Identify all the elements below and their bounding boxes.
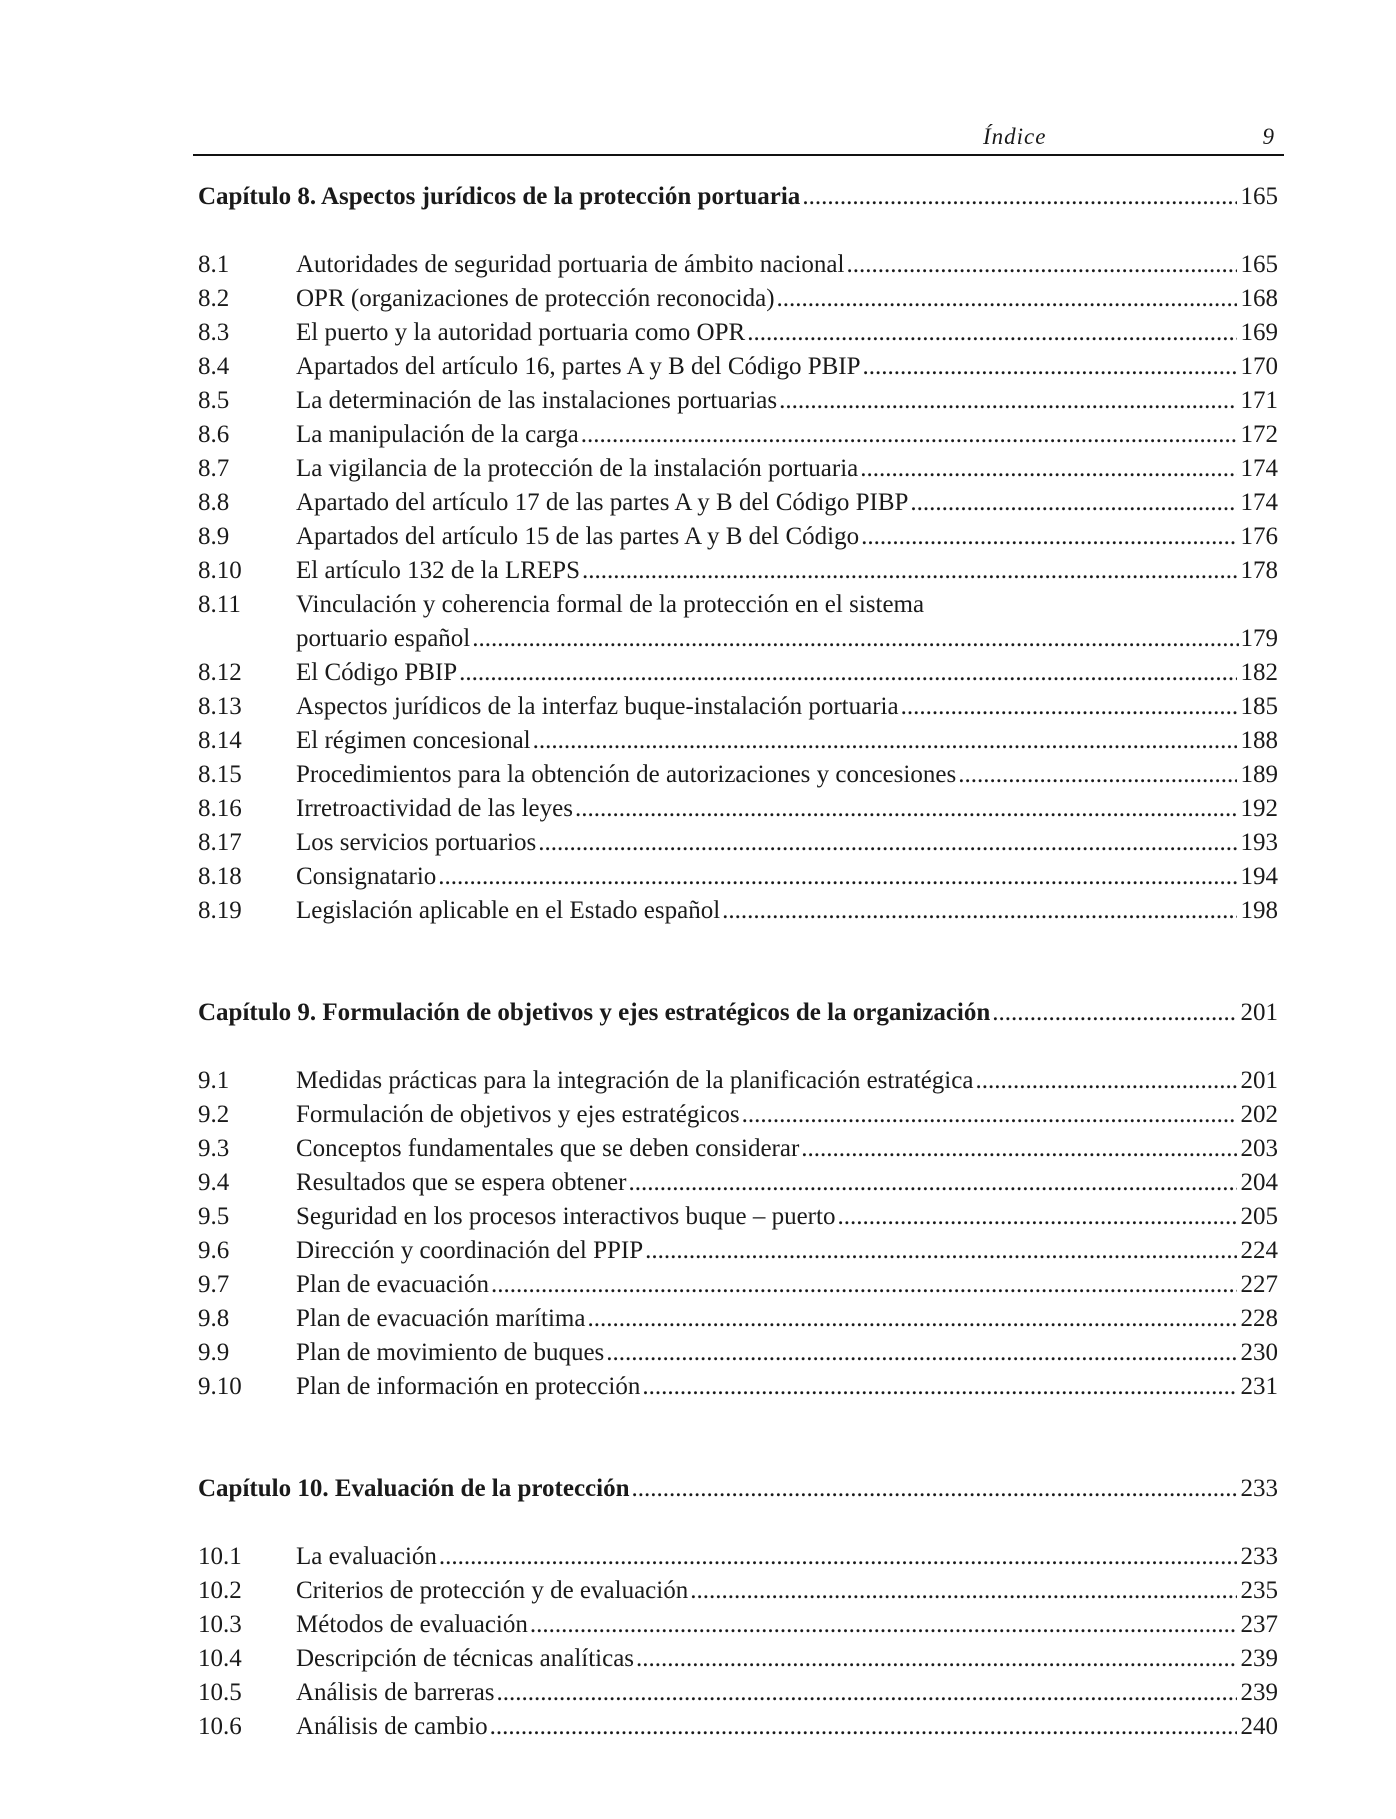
entry-page-number: 239 (1240, 1679, 1278, 1706)
toc-entry[interactable] (198, 1067, 1278, 1101)
entry-number: 9.10 (198, 1373, 242, 1400)
entry-title: Autoridades de seguridad portuaria de ámbito nacional (296, 251, 845, 278)
entry-title: Medidas prácticas para la integración de la planificación estratégica (296, 1067, 974, 1094)
entry-title: La evaluación (296, 1543, 437, 1570)
entry-title: Resultados que se espera obtener (296, 1169, 627, 1196)
entry-page-number: 179 (1240, 625, 1278, 652)
dot-leader (747, 319, 1236, 347)
chapter-page-number: 201 (1240, 999, 1278, 1026)
entry-number: 8.9 (198, 523, 230, 550)
toc-entry[interactable] (198, 897, 1278, 931)
toc-entry[interactable] (198, 285, 1278, 319)
entry-title: Seguridad en los procesos interactivos buque – puerto (296, 1203, 836, 1230)
entry-page-number: 168 (1240, 285, 1278, 312)
entry-number: 9.4 (198, 1169, 230, 1196)
entry-number: 9.6 (198, 1237, 230, 1264)
dot-leader (472, 625, 1238, 653)
entry-title: Análisis de barreras (296, 1679, 495, 1706)
dot-leader (860, 455, 1236, 483)
entry-number: 10.4 (198, 1645, 242, 1672)
entry-page-number: 233 (1240, 1543, 1278, 1570)
entry-title-line1: Vinculación y coherencia formal de la protección en el sistema (296, 591, 925, 618)
toc-entry[interactable] (198, 1237, 1278, 1271)
dot-leader (958, 761, 1236, 789)
entry-page-number: 176 (1240, 523, 1278, 550)
toc-entry[interactable] (198, 1203, 1278, 1237)
header-page-number: 9 (1262, 124, 1274, 149)
entry-number: 8.11 (198, 591, 241, 618)
entry-number: 9.5 (198, 1203, 230, 1230)
entry-number: 8.4 (198, 353, 230, 380)
entry-number: 8.16 (198, 795, 242, 822)
toc-entry[interactable] (198, 489, 1278, 523)
toc-entry[interactable] (198, 1577, 1278, 1611)
entry-title: OPR (organizaciones de protección reconocida) (296, 285, 775, 312)
dot-leader (992, 999, 1236, 1027)
dot-leader (742, 1101, 1237, 1129)
dot-leader (582, 557, 1237, 585)
entry-page-number: 185 (1240, 693, 1278, 720)
entry-page-number: 202 (1240, 1101, 1278, 1128)
entry-page-number: 193 (1240, 829, 1278, 856)
entry-page-number: 192 (1240, 795, 1278, 822)
entry-page-number: 201 (1240, 1067, 1278, 1094)
entry-number: 8.1 (198, 251, 230, 278)
entry-title: Formulación de objetivos y ejes estratégicos (296, 1101, 740, 1128)
entry-number: 10.5 (198, 1679, 242, 1706)
toc-entry[interactable] (198, 761, 1278, 795)
entry-title: Plan de evacuación (296, 1271, 489, 1298)
dot-leader (861, 523, 1236, 551)
entry-page-number: 178 (1240, 557, 1278, 584)
entry-title: Apartados del artículo 16, partes A y B del Código PBIP (296, 353, 861, 380)
chapter-title: Capítulo 8. Aspectos jurídicos de la protección portuaria (198, 183, 801, 210)
entry-page-number: 227 (1240, 1271, 1278, 1298)
dot-leader (642, 1373, 1236, 1401)
dot-leader (581, 421, 1237, 449)
toc-entry[interactable] (198, 1645, 1278, 1679)
entry-title: El puerto y la autoridad portuaria como OPR (296, 319, 746, 346)
entry-number: 8.18 (198, 863, 242, 890)
dot-leader (777, 285, 1237, 313)
dot-leader (645, 1237, 1236, 1265)
entry-number: 10.3 (198, 1611, 242, 1638)
entry-title: Plan de evacuación marítima (296, 1305, 586, 1332)
entry-page-number: 205 (1240, 1203, 1278, 1230)
entry-number: 8.19 (198, 897, 242, 924)
entry-title: Apartado del artículo 17 de las partes A y B del Código PIBP (296, 489, 909, 516)
entry-title: La manipulación de la carga (296, 421, 579, 448)
entry-number: 10.1 (198, 1543, 242, 1570)
toc-entry[interactable] (198, 251, 1278, 285)
entry-page-number: 198 (1240, 897, 1278, 924)
dot-leader (587, 1305, 1236, 1333)
toc-entry[interactable] (198, 829, 1278, 863)
toc-entry[interactable] (198, 455, 1278, 489)
toc-entry[interactable] (198, 1339, 1278, 1373)
dot-leader (606, 1339, 1236, 1367)
entry-number: 8.10 (198, 557, 242, 584)
chapter-page-number: 165 (1240, 183, 1278, 210)
entry-title: Los servicios portuarios (296, 829, 537, 856)
chapter-title: Capítulo 9. Formulación de objetivos y ejes estratégicos de la organización (198, 999, 991, 1026)
toc-entry[interactable] (198, 1373, 1278, 1407)
dot-leader (459, 659, 1236, 687)
entry-number: 8.12 (198, 659, 242, 686)
entry-number: 8.6 (198, 421, 230, 448)
dot-leader (636, 1645, 1236, 1673)
entry-title: Consignatario (296, 863, 437, 890)
chapter-spacer (198, 1407, 1278, 1475)
entry-number: 8.17 (198, 829, 242, 856)
entry-title: portuario español (296, 625, 471, 652)
dot-leader (538, 829, 1236, 857)
toc-entry[interactable] (198, 1679, 1278, 1713)
entry-page-number: 165 (1240, 251, 1278, 278)
dot-leader (628, 1169, 1236, 1197)
entry-title: Conceptos fundamentales que se deben considerar (296, 1135, 800, 1162)
entry-title: Apartados del artículo 15 de las partes A y B del Código (296, 523, 860, 550)
dot-leader (491, 1271, 1237, 1299)
entry-title: Criterios de protección y de evaluación (296, 1577, 689, 1604)
chapter-heading[interactable] (198, 999, 1278, 1033)
toc-entry[interactable] (198, 353, 1278, 387)
entry-title: Plan de movimiento de buques (296, 1339, 605, 1366)
entry-number: 9.1 (198, 1067, 230, 1094)
toc-entry[interactable] (198, 387, 1278, 421)
toc-entry[interactable] (198, 727, 1278, 761)
entry-title: El artículo 132 de la LREPS (296, 557, 580, 584)
entry-page-number: 231 (1240, 1373, 1278, 1400)
entry-page-number: 230 (1240, 1339, 1278, 1366)
entry-page-number: 172 (1240, 421, 1278, 448)
dot-leader (490, 1713, 1237, 1741)
dot-leader (910, 489, 1236, 517)
dot-leader (837, 1203, 1236, 1231)
entry-title: Análisis de cambio (296, 1713, 488, 1740)
toc-entry[interactable] (198, 591, 1278, 659)
entry-number: 10.2 (198, 1577, 242, 1604)
entry-number: 8.7 (198, 455, 230, 482)
entry-title: Procedimientos para la obtención de autorizaciones y concesiones (296, 761, 957, 788)
table-of-contents (198, 183, 1278, 1747)
toc-entry[interactable] (198, 1543, 1278, 1577)
dot-leader (690, 1577, 1236, 1605)
dot-leader (802, 183, 1236, 211)
chapter-heading[interactable] (198, 1475, 1278, 1509)
entry-title: La determinación de las instalaciones portuarias (296, 387, 778, 414)
entry-title: Legislación aplicable en el Estado español (296, 897, 721, 924)
entry-number: 9.9 (198, 1339, 230, 1366)
entry-number: 9.7 (198, 1271, 230, 1298)
entry-title: Aspectos jurídicos de la interfaz buque-instalación portuaria (296, 693, 899, 720)
entry-page-number: 203 (1240, 1135, 1278, 1162)
dot-leader (779, 387, 1236, 415)
chapter-page-number: 233 (1240, 1475, 1278, 1502)
entry-number: 8.3 (198, 319, 230, 346)
entry-page-number: 182 (1240, 659, 1278, 686)
entry-title: Métodos de evaluación (296, 1611, 528, 1638)
toc-entry[interactable] (198, 421, 1278, 455)
entry-page-number: 174 (1240, 455, 1278, 482)
chapter-title: Capítulo 10. Evaluación de la protección (198, 1475, 630, 1502)
entry-title: Irretroactividad de las leyes (296, 795, 573, 822)
toc-entry[interactable] (198, 1135, 1278, 1169)
toc-entry[interactable] (198, 557, 1278, 591)
dot-leader (497, 1679, 1237, 1707)
toc-entry[interactable] (198, 795, 1278, 829)
dot-leader (632, 1475, 1237, 1503)
entry-number: 9.2 (198, 1101, 230, 1128)
entry-page-number: 189 (1240, 761, 1278, 788)
entry-page-number: 174 (1240, 489, 1278, 516)
dot-leader (438, 863, 1236, 891)
heading-spacer (198, 217, 1278, 251)
entry-title: El Código PBIP (296, 659, 458, 686)
entry-number: 10.6 (198, 1713, 242, 1740)
entry-number: 8.15 (198, 761, 242, 788)
entry-page-number: 171 (1240, 387, 1278, 414)
entry-page-number: 194 (1240, 863, 1278, 890)
dot-leader (530, 1611, 1237, 1639)
dot-leader (863, 353, 1237, 381)
entry-number: 8.5 (198, 387, 230, 414)
dot-leader (533, 727, 1237, 755)
entry-number: 8.8 (198, 489, 230, 516)
dot-leader (801, 1135, 1236, 1163)
toc-entry[interactable] (198, 693, 1278, 727)
toc-entry[interactable] (198, 1713, 1278, 1747)
toc-entry[interactable] (198, 1169, 1278, 1203)
entry-number: 8.2 (198, 285, 230, 312)
dot-leader (846, 251, 1236, 279)
entry-title: La vigilancia de la protección de la instalación portuaria (296, 455, 859, 482)
entry-page-number: 239 (1240, 1645, 1278, 1672)
entry-page-number: 240 (1240, 1713, 1278, 1740)
entry-number: 8.13 (198, 693, 242, 720)
dot-leader (975, 1067, 1236, 1095)
chapter-heading[interactable] (198, 183, 1278, 217)
entry-page-number: 169 (1240, 319, 1278, 346)
entry-title: Plan de información en protección (296, 1373, 641, 1400)
toc-entry[interactable] (198, 863, 1278, 897)
entry-number: 8.14 (198, 727, 242, 754)
heading-spacer (198, 1509, 1278, 1543)
dot-leader (439, 1543, 1237, 1571)
entry-page-number: 224 (1240, 1237, 1278, 1264)
entry-page-number: 237 (1240, 1611, 1278, 1638)
toc-entry[interactable] (198, 319, 1278, 353)
entry-title: Descripción de técnicas analíticas (296, 1645, 635, 1672)
dot-leader (901, 693, 1237, 721)
chapter-spacer (198, 931, 1278, 999)
entry-page-number: 228 (1240, 1305, 1278, 1332)
dot-leader (722, 897, 1236, 925)
heading-spacer (198, 1033, 1278, 1067)
toc-entry[interactable] (198, 1611, 1278, 1645)
entry-title: El régimen concesional (296, 727, 531, 754)
toc-entry[interactable] (198, 1101, 1278, 1135)
running-header (193, 124, 1284, 156)
toc-entry[interactable] (198, 1271, 1278, 1305)
header-title: Índice (983, 124, 1047, 149)
entry-title: Dirección y coordinación del PPIP (296, 1237, 644, 1264)
toc-entry[interactable] (198, 1305, 1278, 1339)
dot-leader (575, 795, 1237, 823)
entry-number: 9.3 (198, 1135, 230, 1162)
entry-page-number: 170 (1240, 353, 1278, 380)
entry-number: 9.8 (198, 1305, 230, 1332)
toc-entry[interactable] (198, 659, 1278, 693)
entry-page-number: 235 (1240, 1577, 1278, 1604)
entry-page-number: 204 (1240, 1169, 1278, 1196)
entry-page-number: 188 (1240, 727, 1278, 754)
toc-entry[interactable] (198, 523, 1278, 557)
